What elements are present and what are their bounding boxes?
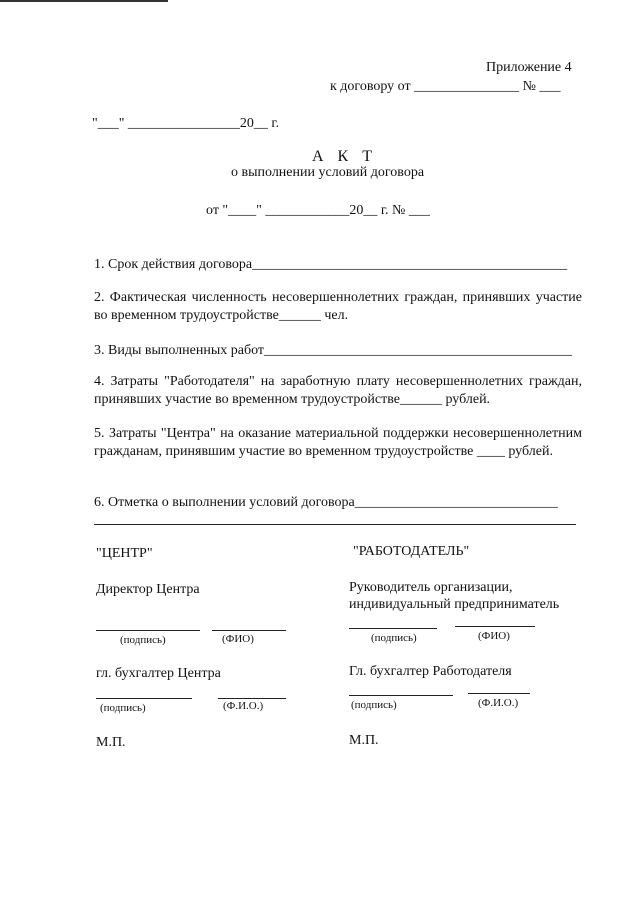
center-director-label: Директор Центра bbox=[96, 582, 200, 597]
center-heading: "ЦЕНТР" bbox=[96, 546, 153, 561]
item-work-types: 3. Виды выполненных работ____________________________________________ bbox=[94, 343, 573, 358]
employer-accountant-label: Гл. бухгалтер Работодателя bbox=[349, 664, 512, 679]
employer-accountant-name-line bbox=[468, 693, 530, 694]
item-minors-count: 2. Фактическая численность несовершеннолетних граждан, принявших участие во временном трудоустройстве______ чел. bbox=[94, 290, 582, 323]
employer-stamp-label: М.П. bbox=[349, 733, 379, 748]
item-fulfillment-note: 6. Отметка о выполнении условий договора_____________________________ bbox=[94, 495, 558, 510]
employer-heading: "РАБОТОДАТЕЛЬ" bbox=[353, 544, 470, 559]
center-accountant-label: гл. бухгалтер Центра bbox=[96, 666, 221, 681]
act-date-number: от "____" ____________20__ г. № ___ bbox=[206, 203, 430, 218]
center-director-sign-caption: (подпись) bbox=[120, 634, 166, 646]
item-employer-costs: 4. Затраты "Работодателя" на заработную плату несовершеннолетних граждан, принявших участие во временном трудоустройстве______ рублей. bbox=[94, 374, 582, 407]
document-title: А К Т bbox=[312, 148, 377, 165]
fulfillment-extra-line bbox=[94, 524, 576, 525]
employer-head-signature-line bbox=[349, 628, 437, 629]
employer-head-label-1: Руководитель организации, bbox=[349, 580, 513, 595]
center-stamp-label: М.П. bbox=[96, 735, 126, 750]
appendix-label: Приложение 4 bbox=[486, 60, 572, 75]
center-accountant-name-caption: (Ф.И.О.) bbox=[223, 700, 264, 712]
center-director-name-line bbox=[212, 630, 286, 631]
employer-accountant-sign-caption: (подпись) bbox=[351, 699, 397, 711]
contract-reference: к договору от _______________ № ___ bbox=[330, 79, 561, 94]
place-date-line: "___" ________________20__ г. bbox=[92, 116, 280, 131]
center-director-name-caption: (ФИО) bbox=[222, 633, 254, 645]
employer-head-name-line bbox=[455, 626, 535, 627]
item-contract-term: 1. Срок действия договора_____________________________________________ bbox=[94, 257, 568, 272]
center-accountant-sign-caption: (подпись) bbox=[100, 702, 146, 714]
document-subtitle: о выполнении условий договора bbox=[231, 165, 425, 180]
center-accountant-signature-line bbox=[96, 698, 192, 699]
employer-accountant-name-caption: (Ф.И.О.) bbox=[478, 697, 519, 709]
center-accountant-name-line bbox=[218, 698, 286, 699]
employer-head-sign-caption: (подпись) bbox=[371, 632, 417, 644]
center-director-signature-line bbox=[96, 630, 200, 631]
scan-edge-line bbox=[0, 0, 168, 2]
item-center-costs: 5. Затраты "Центра" на оказание материальной поддержки несовершеннолетним гражданам, принявшим участие во временном трудоустройстве ____ рублей. bbox=[94, 426, 582, 459]
employer-accountant-signature-line bbox=[349, 695, 453, 696]
employer-head-name-caption: (ФИО) bbox=[478, 630, 510, 642]
employer-head-label-2: индивидуальный предприниматель bbox=[349, 597, 560, 612]
